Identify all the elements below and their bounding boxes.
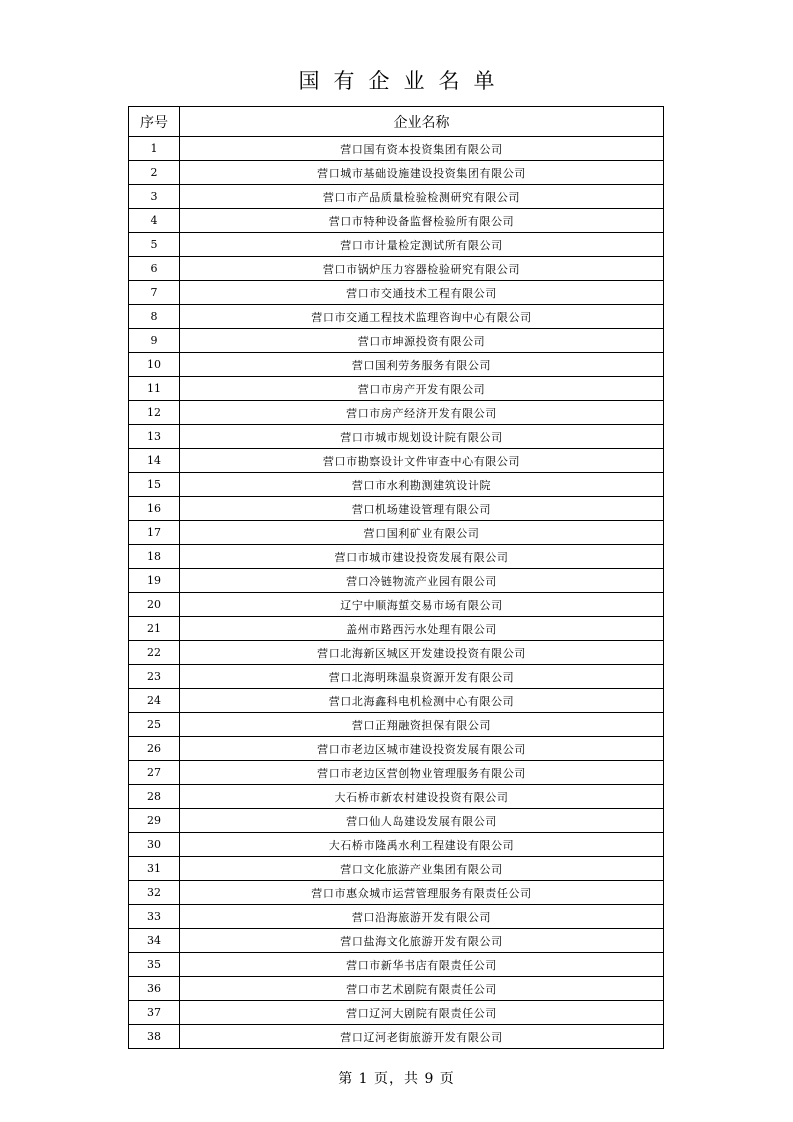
row-index: 11 (129, 377, 180, 401)
enterprise-name: 营口冷链物流产业园有限公司 (180, 569, 664, 593)
enterprise-name: 营口正翔融资担保有限公司 (180, 713, 664, 737)
row-index: 13 (129, 425, 180, 449)
row-index: 34 (129, 929, 180, 953)
enterprise-name: 大石桥市隆禹水利工程建设有限公司 (180, 833, 664, 857)
table-row (129, 977, 664, 1001)
table-row (129, 953, 664, 977)
row-index: 1 (129, 137, 180, 161)
table-header-row (129, 107, 664, 137)
page-title: 国有企业名单 (298, 69, 509, 93)
table-row (129, 473, 664, 497)
enterprise-name: 营口沿海旅游开发有限公司 (180, 905, 664, 929)
enterprise-name: 营口国有资本投资集团有限公司 (180, 137, 664, 161)
table-row (129, 353, 664, 377)
table-row (129, 161, 664, 185)
column-header-name: 企业名称 (180, 107, 664, 137)
enterprise-name: 营口辽河大剧院有限责任公司 (180, 1001, 664, 1025)
enterprise-name: 营口国利劳务服务有限公司 (180, 353, 664, 377)
enterprise-name: 营口市坤源投资有限公司 (180, 329, 664, 353)
row-index: 18 (129, 545, 180, 569)
enterprise-name: 营口市交通工程技术监理咨询中心有限公司 (180, 305, 664, 329)
row-index: 33 (129, 905, 180, 929)
table-row (129, 305, 664, 329)
enterprise-name: 盖州市路西污水处理有限公司 (180, 617, 664, 641)
row-index: 14 (129, 449, 180, 473)
row-index: 7 (129, 281, 180, 305)
enterprise-name: 营口市城市规划设计院有限公司 (180, 425, 664, 449)
row-index: 28 (129, 785, 180, 809)
table-row (129, 209, 664, 233)
enterprise-name: 营口市老边区城市建设投资发展有限公司 (180, 737, 664, 761)
table-row (129, 857, 664, 881)
row-index: 27 (129, 761, 180, 785)
row-index: 22 (129, 641, 180, 665)
row-index: 17 (129, 521, 180, 545)
row-index: 32 (129, 881, 180, 905)
enterprise-name: 营口文化旅游产业集团有限公司 (180, 857, 664, 881)
table-row (129, 521, 664, 545)
enterprise-name: 营口市老边区营创物业管理服务有限公司 (180, 761, 664, 785)
table-row (129, 497, 664, 521)
row-index: 21 (129, 617, 180, 641)
row-index: 31 (129, 857, 180, 881)
enterprise-name: 营口市城市建设投资发展有限公司 (180, 545, 664, 569)
row-index: 8 (129, 305, 180, 329)
table-row (129, 545, 664, 569)
row-index: 12 (129, 401, 180, 425)
table-row (129, 329, 664, 353)
row-index: 5 (129, 233, 180, 257)
column-header-index: 序号 (129, 107, 180, 137)
table-row (129, 737, 664, 761)
page-footer: 第 1 页，共 9 页 (338, 1071, 455, 1087)
enterprise-name: 大石桥市新农村建设投资有限公司 (180, 785, 664, 809)
enterprise-name: 营口市交通技术工程有限公司 (180, 281, 664, 305)
table-row (129, 137, 664, 161)
enterprise-name: 营口机场建设管理有限公司 (180, 497, 664, 521)
enterprise-name: 营口国利矿业有限公司 (180, 521, 664, 545)
row-index: 26 (129, 737, 180, 761)
table-row (129, 785, 664, 809)
table-row (129, 617, 664, 641)
row-index: 24 (129, 689, 180, 713)
row-index: 30 (129, 833, 180, 857)
row-index: 29 (129, 809, 180, 833)
enterprise-name: 营口市勘察设计文件审查中心有限公司 (180, 449, 664, 473)
row-index: 36 (129, 977, 180, 1001)
row-index: 16 (129, 497, 180, 521)
table-row (129, 1001, 664, 1025)
enterprise-name: 营口辽河老街旅游开发有限公司 (180, 1025, 664, 1049)
row-index: 3 (129, 185, 180, 209)
table-row (129, 1025, 664, 1049)
enterprise-table (128, 106, 664, 1049)
row-index: 37 (129, 1001, 180, 1025)
table-body (129, 137, 664, 1049)
table-row (129, 905, 664, 929)
row-index: 20 (129, 593, 180, 617)
table-row (129, 377, 664, 401)
table-row (129, 689, 664, 713)
table-row (129, 185, 664, 209)
enterprise-name: 营口市计量检定测试所有限公司 (180, 233, 664, 257)
enterprise-name: 营口市水利勘测建筑设计院 (180, 473, 664, 497)
table-row (129, 449, 664, 473)
row-index: 19 (129, 569, 180, 593)
enterprise-name: 营口市艺术剧院有限责任公司 (180, 977, 664, 1001)
row-index: 9 (129, 329, 180, 353)
enterprise-name: 营口北海明珠温泉资源开发有限公司 (180, 665, 664, 689)
table-row (129, 401, 664, 425)
table-row (129, 665, 664, 689)
table-row (129, 569, 664, 593)
enterprise-name: 营口城市基础设施建设投资集团有限公司 (180, 161, 664, 185)
enterprise-name: 营口市特种设备监督检验所有限公司 (180, 209, 664, 233)
table-row (129, 833, 664, 857)
enterprise-name: 营口市新华书店有限责任公司 (180, 953, 664, 977)
row-index: 38 (129, 1025, 180, 1049)
row-index: 4 (129, 209, 180, 233)
table-row (129, 929, 664, 953)
row-index: 35 (129, 953, 180, 977)
table-row (129, 257, 664, 281)
enterprise-name: 营口北海鑫科电机检测中心有限公司 (180, 689, 664, 713)
enterprise-name: 营口市惠众城市运营管理服务有限责任公司 (180, 881, 664, 905)
enterprise-name: 辽宁中顺海蜇交易市场有限公司 (180, 593, 664, 617)
table-row (129, 881, 664, 905)
table-row (129, 593, 664, 617)
enterprise-name: 营口市锅炉压力容器检验研究有限公司 (180, 257, 664, 281)
enterprise-name: 营口北海新区城区开发建设投资有限公司 (180, 641, 664, 665)
enterprise-name: 营口仙人岛建设发展有限公司 (180, 809, 664, 833)
row-index: 25 (129, 713, 180, 737)
table-row (129, 641, 664, 665)
enterprise-name: 营口市产品质量检验检测研究有限公司 (180, 185, 664, 209)
enterprise-name: 营口市房产开发有限公司 (180, 377, 664, 401)
table-row (129, 281, 664, 305)
row-index: 15 (129, 473, 180, 497)
enterprise-name: 营口市房产经济开发有限公司 (180, 401, 664, 425)
row-index: 6 (129, 257, 180, 281)
enterprise-name: 营口盐海文化旅游开发有限公司 (180, 929, 664, 953)
row-index: 10 (129, 353, 180, 377)
table-row (129, 425, 664, 449)
table-row (129, 233, 664, 257)
table-row (129, 809, 664, 833)
table-row (129, 713, 664, 737)
row-index: 23 (129, 665, 180, 689)
table-row (129, 761, 664, 785)
row-index: 2 (129, 161, 180, 185)
